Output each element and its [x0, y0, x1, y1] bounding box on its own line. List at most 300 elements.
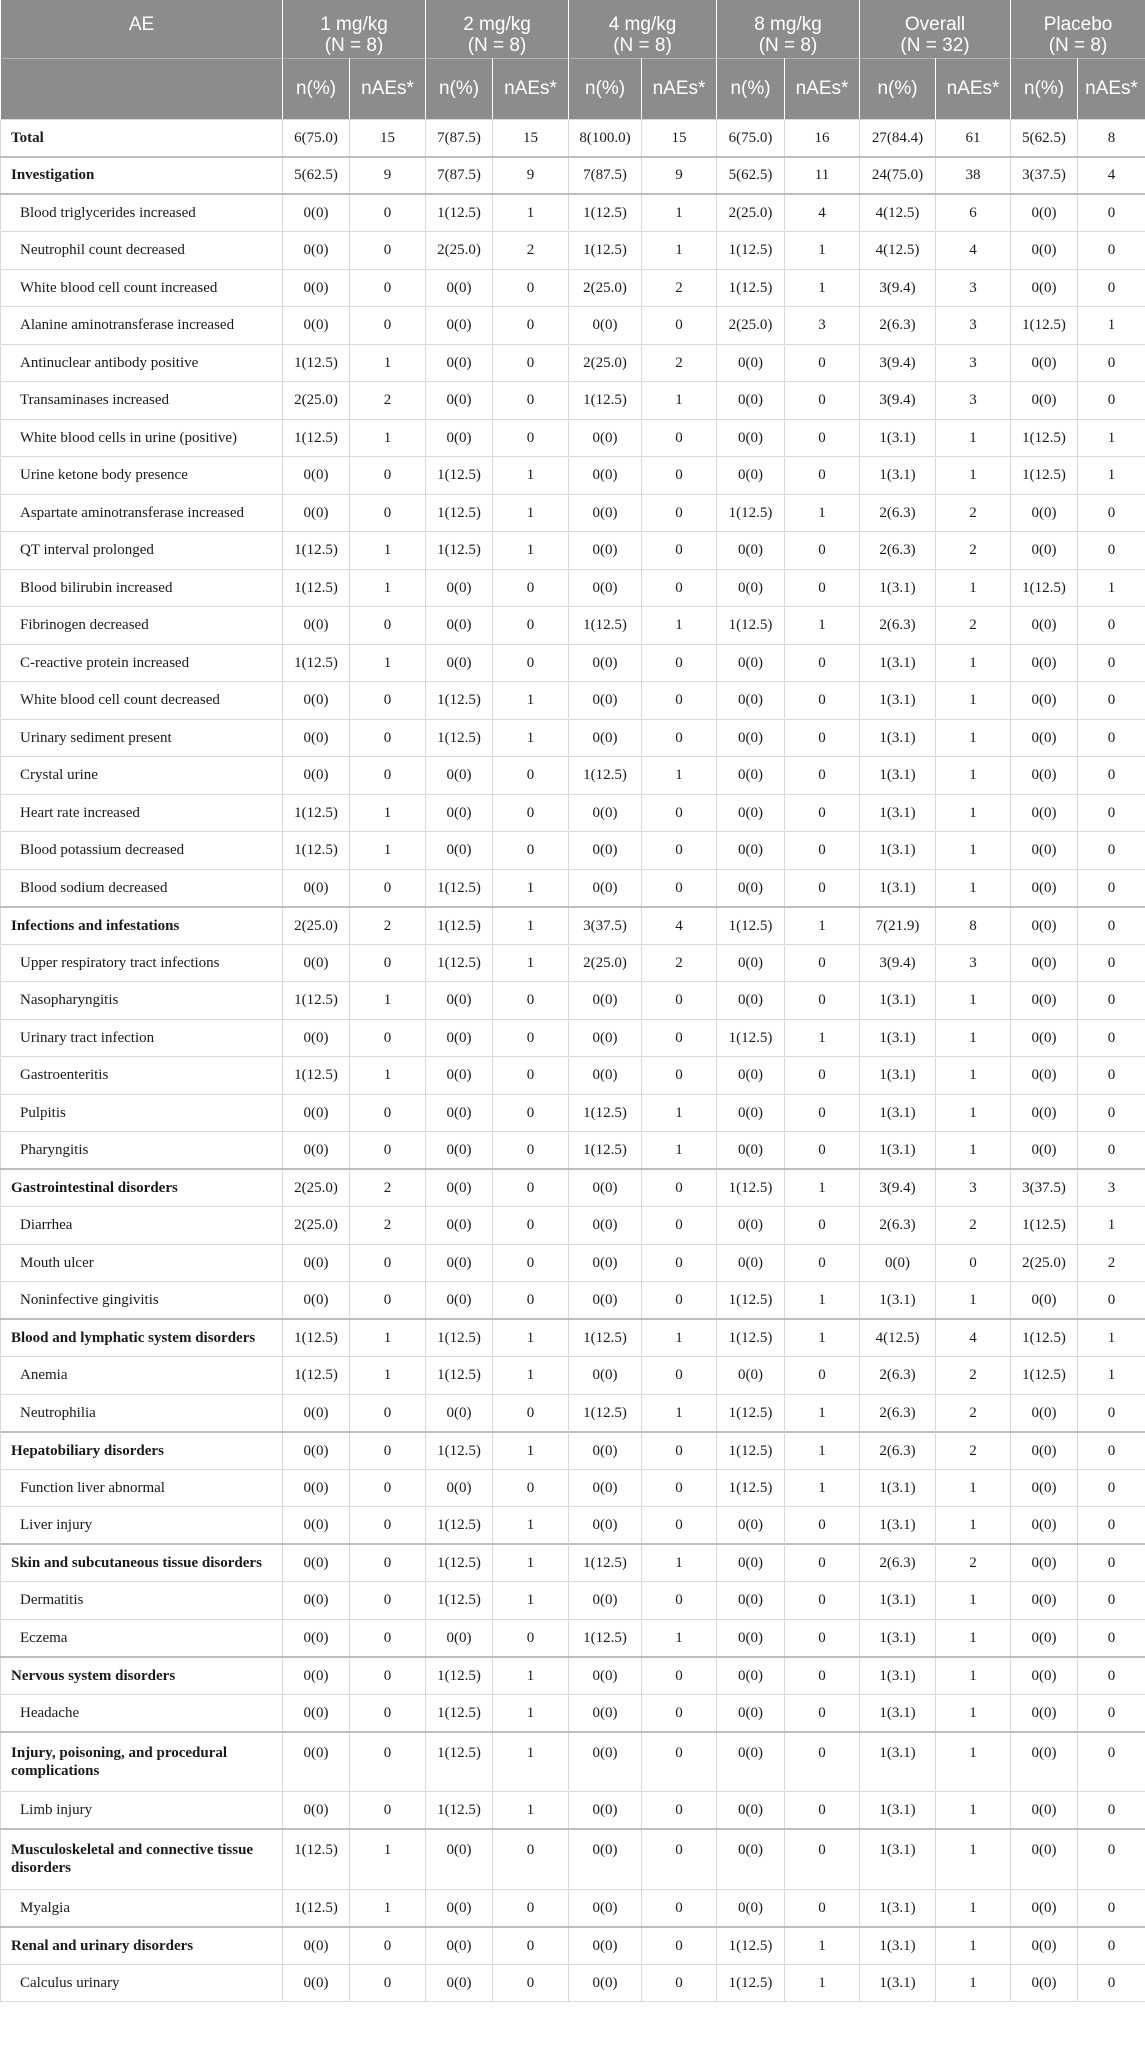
n-percent-cell: 0(0) — [1011, 1732, 1078, 1792]
ae-term: Gastrointestinal disorders — [1, 1169, 283, 1207]
naes-cell: 0 — [642, 682, 717, 720]
n-percent-cell: 0(0) — [1011, 1582, 1078, 1620]
table-row — [1, 1507, 1145, 1545]
naes-cell: 0 — [1078, 794, 1145, 832]
ae-term: Skin and subcutaneous tissue disorders — [1, 1544, 283, 1582]
n-percent-cell: 1(12.5) — [426, 1507, 493, 1545]
naes-cell: 0 — [493, 644, 569, 682]
naes-cell: 4 — [642, 907, 717, 945]
subheader-pct: n(%) — [1011, 58, 1078, 119]
n-percent-cell: 1(12.5) — [426, 1582, 493, 1620]
naes-cell: 0 — [785, 1207, 860, 1245]
naes-cell: 1 — [493, 1792, 569, 1830]
n-percent-cell: 2(25.0) — [283, 382, 350, 420]
naes-cell: 4 — [1078, 157, 1145, 195]
n-percent-cell: 2(6.3) — [860, 1432, 936, 1470]
naes-cell: 1 — [1078, 1207, 1145, 1245]
n-percent-cell: 0(0) — [569, 457, 642, 495]
naes-cell: 0 — [785, 1057, 860, 1095]
naes-cell: 1 — [936, 1964, 1011, 2002]
naes-cell: 0 — [785, 644, 860, 682]
naes-cell: 9 — [350, 157, 426, 195]
naes-cell: 0 — [493, 1469, 569, 1507]
group-header-2mg — [426, 0, 569, 58]
group-n: (N = 8) — [758, 35, 818, 56]
naes-cell: 0 — [493, 832, 569, 870]
table-row — [1, 1057, 1145, 1095]
n-percent-cell: 0(0) — [1011, 494, 1078, 532]
naes-cell: 2 — [936, 1357, 1011, 1395]
naes-cell: 0 — [1078, 1657, 1145, 1695]
naes-cell: 1 — [936, 982, 1011, 1020]
naes-cell: 0 — [350, 869, 426, 907]
naes-cell: 1 — [1078, 419, 1145, 457]
naes-cell: 0 — [642, 832, 717, 870]
n-percent-cell: 0(0) — [1011, 1619, 1078, 1657]
n-percent-cell: 1(3.1) — [860, 1964, 936, 2002]
n-percent-cell: 1(12.5) — [717, 232, 785, 270]
naes-cell: 2 — [642, 269, 717, 307]
n-percent-cell: 1(12.5) — [569, 1619, 642, 1657]
naes-cell: 0 — [785, 1357, 860, 1395]
naes-cell: 0 — [350, 1582, 426, 1620]
n-percent-cell: 0(0) — [717, 1057, 785, 1095]
n-percent-cell: 0(0) — [426, 269, 493, 307]
n-percent-cell: 0(0) — [569, 1357, 642, 1395]
category-row — [1, 1432, 1145, 1470]
naes-cell: 61 — [936, 119, 1011, 157]
table-row — [1, 1094, 1145, 1132]
naes-cell: 0 — [493, 269, 569, 307]
n-percent-cell: 0(0) — [283, 457, 350, 495]
n-percent-cell: 0(0) — [569, 682, 642, 720]
n-percent-cell: 1(12.5) — [426, 1432, 493, 1470]
n-percent-cell: 0(0) — [426, 982, 493, 1020]
naes-cell: 0 — [785, 1889, 860, 1927]
naes-cell: 1 — [785, 1169, 860, 1207]
n-percent-cell: 1(12.5) — [569, 1319, 642, 1357]
n-percent-cell: 0(0) — [283, 869, 350, 907]
naes-cell: 0 — [350, 1282, 426, 1320]
n-percent-cell: 1(12.5) — [569, 382, 642, 420]
naes-cell: 4 — [936, 1319, 1011, 1357]
naes-cell: 0 — [493, 1282, 569, 1320]
n-percent-cell: 0(0) — [569, 1207, 642, 1245]
n-percent-cell: 0(0) — [569, 1829, 642, 1889]
n-percent-cell: 0(0) — [569, 494, 642, 532]
n-percent-cell: 0(0) — [1011, 682, 1078, 720]
naes-cell: 0 — [493, 1889, 569, 1927]
naes-cell: 1 — [642, 1319, 717, 1357]
naes-cell: 4 — [936, 232, 1011, 270]
naes-cell: 1 — [785, 1964, 860, 2002]
ae-term: C-reactive protein increased — [1, 644, 283, 682]
naes-cell: 1 — [1078, 307, 1145, 345]
n-percent-cell: 0(0) — [283, 269, 350, 307]
ae-term: Urinary tract infection — [1, 1019, 283, 1057]
n-percent-cell: 0(0) — [1011, 794, 1078, 832]
n-percent-cell: 7(87.5) — [569, 157, 642, 195]
naes-cell: 15 — [642, 119, 717, 157]
naes-cell: 0 — [493, 1927, 569, 1965]
n-percent-cell: 0(0) — [717, 719, 785, 757]
n-percent-cell: 2(6.3) — [860, 1357, 936, 1395]
naes-cell: 0 — [642, 1694, 717, 1732]
naes-cell: 1 — [936, 419, 1011, 457]
naes-cell: 0 — [350, 607, 426, 645]
n-percent-cell: 0(0) — [569, 419, 642, 457]
naes-cell: 0 — [350, 307, 426, 345]
n-percent-cell: 0(0) — [1011, 1394, 1078, 1432]
table-row — [1, 569, 1145, 607]
naes-cell: 1 — [1078, 457, 1145, 495]
naes-cell: 0 — [642, 457, 717, 495]
naes-cell: 15 — [493, 119, 569, 157]
header-group-row — [1, 0, 1145, 58]
n-percent-cell: 0(0) — [1011, 1927, 1078, 1965]
naes-cell: 1 — [350, 794, 426, 832]
n-percent-cell: 1(12.5) — [283, 532, 350, 570]
n-percent-cell: 2(25.0) — [426, 232, 493, 270]
naes-cell: 0 — [350, 494, 426, 532]
naes-cell: 0 — [1078, 1507, 1145, 1545]
naes-cell: 0 — [642, 1432, 717, 1470]
naes-cell: 2 — [642, 344, 717, 382]
n-percent-cell: 4(12.5) — [860, 232, 936, 270]
n-percent-cell: 1(12.5) — [426, 907, 493, 945]
naes-cell: 0 — [493, 794, 569, 832]
n-percent-cell: 3(9.4) — [860, 269, 936, 307]
ae-term: Neutrophil count decreased — [1, 232, 283, 270]
group-header-4mg — [569, 0, 717, 58]
category-row — [1, 1927, 1145, 1965]
table-row — [1, 1282, 1145, 1320]
table-row — [1, 944, 1145, 982]
naes-cell: 0 — [785, 1094, 860, 1132]
n-percent-cell: 1(12.5) — [717, 1469, 785, 1507]
naes-cell: 1 — [936, 1094, 1011, 1132]
naes-cell: 0 — [1078, 982, 1145, 1020]
naes-cell: 1 — [642, 232, 717, 270]
n-percent-cell: 1(12.5) — [426, 1357, 493, 1395]
n-percent-cell: 0(0) — [283, 1094, 350, 1132]
naes-cell: 1 — [642, 1544, 717, 1582]
table-row — [1, 1964, 1145, 2002]
n-percent-cell: 0(0) — [717, 1792, 785, 1830]
n-percent-cell: 0(0) — [283, 944, 350, 982]
group-dose: Placebo — [1043, 14, 1113, 35]
naes-cell: 1 — [493, 494, 569, 532]
naes-cell: 0 — [785, 344, 860, 382]
n-percent-cell: 0(0) — [1011, 1132, 1078, 1170]
naes-cell: 0 — [1078, 1282, 1145, 1320]
n-percent-cell: 5(62.5) — [717, 157, 785, 195]
ae-term: Pulpitis — [1, 1094, 283, 1132]
n-percent-cell: 0(0) — [283, 194, 350, 232]
naes-cell: 0 — [1078, 1469, 1145, 1507]
n-percent-cell: 3(9.4) — [860, 1169, 936, 1207]
n-percent-cell: 4(12.5) — [860, 1319, 936, 1357]
naes-cell: 0 — [1078, 644, 1145, 682]
n-percent-cell: 2(25.0) — [283, 907, 350, 945]
group-n: (N = 8) — [324, 35, 384, 56]
n-percent-cell: 2(25.0) — [717, 194, 785, 232]
n-percent-cell: 0(0) — [1011, 907, 1078, 945]
naes-cell: 1 — [642, 194, 717, 232]
n-percent-cell: 0(0) — [569, 832, 642, 870]
n-percent-cell: 1(12.5) — [283, 419, 350, 457]
n-percent-cell: 0(0) — [717, 1889, 785, 1927]
n-percent-cell: 1(12.5) — [283, 1057, 350, 1095]
naes-cell: 0 — [350, 682, 426, 720]
n-percent-cell: 1(12.5) — [426, 1694, 493, 1732]
n-percent-cell: 27(84.4) — [860, 119, 936, 157]
ae-term: Anemia — [1, 1357, 283, 1395]
naes-cell: 1 — [493, 907, 569, 945]
naes-cell: 0 — [785, 1792, 860, 1830]
n-percent-cell: 1(3.1) — [860, 719, 936, 757]
n-percent-cell: 1(12.5) — [283, 1319, 350, 1357]
ae-term: Noninfective gingivitis — [1, 1282, 283, 1320]
naes-cell: 0 — [642, 1169, 717, 1207]
n-percent-cell: 0(0) — [717, 1829, 785, 1889]
group-header-8mg — [717, 0, 860, 58]
n-percent-cell: 0(0) — [426, 1889, 493, 1927]
ae-term: Urinary sediment present — [1, 719, 283, 757]
naes-cell: 0 — [1078, 907, 1145, 945]
naes-cell: 0 — [1078, 944, 1145, 982]
group-header-overall — [860, 0, 1011, 58]
category-row — [1, 1829, 1145, 1889]
table-row — [1, 344, 1145, 382]
n-percent-cell: 3(9.4) — [860, 382, 936, 420]
n-percent-cell: 0(0) — [717, 644, 785, 682]
table-row — [1, 869, 1145, 907]
n-percent-cell: 0(0) — [426, 832, 493, 870]
subheader-naes: nAEs* — [642, 58, 717, 119]
group-n: (N = 8) — [613, 35, 672, 56]
naes-cell: 0 — [350, 944, 426, 982]
group-n: (N = 32) — [900, 35, 970, 56]
n-percent-cell: 1(3.1) — [860, 794, 936, 832]
n-percent-cell: 1(12.5) — [717, 1964, 785, 2002]
n-percent-cell: 1(3.1) — [860, 1282, 936, 1320]
ae-term: White blood cell count decreased — [1, 682, 283, 720]
naes-cell: 1 — [785, 607, 860, 645]
n-percent-cell: 1(12.5) — [1011, 1207, 1078, 1245]
n-percent-cell: 1(12.5) — [569, 194, 642, 232]
n-percent-cell: 0(0) — [283, 494, 350, 532]
n-percent-cell: 2(25.0) — [717, 307, 785, 345]
n-percent-cell: 1(12.5) — [1011, 1357, 1078, 1395]
group-dose: 8 mg/kg — [754, 14, 822, 35]
naes-cell: 1 — [785, 494, 860, 532]
naes-cell: 0 — [642, 1282, 717, 1320]
n-percent-cell: 0(0) — [569, 644, 642, 682]
naes-cell: 0 — [1078, 382, 1145, 420]
naes-cell: 0 — [493, 1169, 569, 1207]
naes-cell: 0 — [642, 1732, 717, 1792]
subheader-naes: nAEs* — [785, 58, 860, 119]
n-percent-cell: 0(0) — [1011, 757, 1078, 795]
n-percent-cell: 0(0) — [1011, 1964, 1078, 2002]
category-row — [1, 1169, 1145, 1207]
n-percent-cell: 0(0) — [283, 1507, 350, 1545]
ae-term: Blood triglycerides increased — [1, 194, 283, 232]
ae-term: Crystal urine — [1, 757, 283, 795]
n-percent-cell: 0(0) — [569, 1792, 642, 1830]
naes-cell: 2 — [642, 944, 717, 982]
naes-cell: 0 — [1078, 607, 1145, 645]
naes-cell: 0 — [350, 1544, 426, 1582]
n-percent-cell: 1(12.5) — [283, 1357, 350, 1395]
n-percent-cell: 0(0) — [1011, 532, 1078, 570]
naes-cell: 1 — [493, 1657, 569, 1695]
subheader-naes: nAEs* — [350, 58, 426, 119]
n-percent-cell: 0(0) — [426, 1057, 493, 1095]
n-percent-cell: 0(0) — [569, 869, 642, 907]
naes-cell: 2 — [936, 607, 1011, 645]
category-row — [1, 907, 1145, 945]
n-percent-cell: 2(6.3) — [860, 532, 936, 570]
naes-cell: 1 — [493, 1582, 569, 1620]
n-percent-cell: 1(3.1) — [860, 1507, 936, 1545]
n-percent-cell: 2(6.3) — [860, 1207, 936, 1245]
naes-cell: 0 — [1078, 1132, 1145, 1170]
n-percent-cell: 1(12.5) — [569, 1094, 642, 1132]
ae-term: Infections and infestations — [1, 907, 283, 945]
n-percent-cell: 0(0) — [569, 1507, 642, 1545]
naes-cell: 0 — [1078, 494, 1145, 532]
n-percent-cell: 1(12.5) — [569, 757, 642, 795]
naes-cell: 0 — [493, 1829, 569, 1889]
n-percent-cell: 0(0) — [426, 419, 493, 457]
naes-cell: 0 — [1078, 269, 1145, 307]
n-percent-cell: 0(0) — [717, 1657, 785, 1695]
naes-cell: 0 — [493, 982, 569, 1020]
naes-cell: 0 — [493, 1619, 569, 1657]
n-percent-cell: 1(12.5) — [426, 1319, 493, 1357]
naes-cell: 0 — [350, 1507, 426, 1545]
table-row — [1, 1469, 1145, 1507]
ae-term: Liver injury — [1, 1507, 283, 1545]
naes-cell: 1 — [936, 1829, 1011, 1889]
naes-cell: 1 — [493, 1507, 569, 1545]
n-percent-cell: 6(75.0) — [717, 119, 785, 157]
n-percent-cell: 0(0) — [426, 1132, 493, 1170]
n-percent-cell: 0(0) — [717, 344, 785, 382]
n-percent-cell: 1(3.1) — [860, 1619, 936, 1657]
naes-cell: 1 — [936, 1889, 1011, 1927]
table-row — [1, 232, 1145, 270]
naes-cell: 0 — [642, 644, 717, 682]
table-row — [1, 1394, 1145, 1432]
naes-cell: 0 — [493, 1394, 569, 1432]
table-row — [1, 1582, 1145, 1620]
n-percent-cell: 3(37.5) — [1011, 1169, 1078, 1207]
n-percent-cell: 0(0) — [569, 1469, 642, 1507]
ae-subheader-blank — [1, 58, 283, 119]
naes-cell: 0 — [493, 569, 569, 607]
n-percent-cell: 1(3.1) — [860, 457, 936, 495]
table-row — [1, 644, 1145, 682]
naes-cell: 0 — [350, 1432, 426, 1470]
n-percent-cell: 1(12.5) — [717, 1927, 785, 1965]
n-percent-cell: 0(0) — [426, 1207, 493, 1245]
n-percent-cell: 2(25.0) — [569, 269, 642, 307]
n-percent-cell: 1(3.1) — [860, 682, 936, 720]
naes-cell: 0 — [1078, 1544, 1145, 1582]
n-percent-cell: 1(3.1) — [860, 569, 936, 607]
ae-term: Mouth ulcer — [1, 1244, 283, 1282]
naes-cell: 0 — [1078, 1094, 1145, 1132]
subheader-pct: n(%) — [426, 58, 493, 119]
n-percent-cell: 1(12.5) — [283, 832, 350, 870]
naes-cell: 8 — [1078, 119, 1145, 157]
naes-cell: 0 — [1078, 1889, 1145, 1927]
naes-cell: 0 — [493, 1019, 569, 1057]
naes-cell: 0 — [350, 1394, 426, 1432]
naes-cell: 1 — [1078, 1357, 1145, 1395]
n-percent-cell: 0(0) — [717, 1207, 785, 1245]
naes-cell: 0 — [785, 569, 860, 607]
naes-cell: 0 — [785, 1507, 860, 1545]
ae-term: Limb injury — [1, 1792, 283, 1830]
ae-term: Aspartate aminotransferase increased — [1, 494, 283, 532]
ae-term: Nasopharyngitis — [1, 982, 283, 1020]
header-sub-row — [1, 58, 1145, 119]
naes-cell: 0 — [642, 1357, 717, 1395]
naes-cell: 1 — [785, 1282, 860, 1320]
n-percent-cell: 0(0) — [717, 1694, 785, 1732]
ae-term: Antinuclear antibody positive — [1, 344, 283, 382]
n-percent-cell: 2(6.3) — [860, 1544, 936, 1582]
naes-cell: 0 — [642, 532, 717, 570]
naes-cell: 1 — [936, 794, 1011, 832]
naes-cell: 1 — [936, 1927, 1011, 1965]
table-row — [1, 757, 1145, 795]
naes-cell: 0 — [642, 1057, 717, 1095]
n-percent-cell: 7(87.5) — [426, 119, 493, 157]
naes-cell: 0 — [493, 1244, 569, 1282]
naes-cell: 0 — [493, 419, 569, 457]
n-percent-cell: 7(21.9) — [860, 907, 936, 945]
naes-cell: 0 — [936, 1244, 1011, 1282]
naes-cell: 2 — [936, 1544, 1011, 1582]
n-percent-cell: 0(0) — [283, 1732, 350, 1792]
naes-cell: 1 — [350, 644, 426, 682]
n-percent-cell: 1(3.1) — [860, 982, 936, 1020]
category-row — [1, 157, 1145, 195]
ae-term: QT interval prolonged — [1, 532, 283, 570]
n-percent-cell: 1(12.5) — [1011, 419, 1078, 457]
n-percent-cell: 1(12.5) — [426, 1657, 493, 1695]
n-percent-cell: 0(0) — [569, 1169, 642, 1207]
n-percent-cell: 0(0) — [283, 1432, 350, 1470]
naes-cell: 1 — [936, 1732, 1011, 1792]
n-percent-cell: 0(0) — [717, 869, 785, 907]
naes-cell: 0 — [350, 1094, 426, 1132]
naes-cell: 1 — [785, 1432, 860, 1470]
n-percent-cell: 0(0) — [860, 1244, 936, 1282]
n-percent-cell: 1(3.1) — [860, 1094, 936, 1132]
n-percent-cell: 0(0) — [717, 457, 785, 495]
naes-cell: 1 — [350, 1357, 426, 1395]
naes-cell: 2 — [936, 532, 1011, 570]
n-percent-cell: 1(12.5) — [426, 494, 493, 532]
naes-cell: 2 — [350, 907, 426, 945]
n-percent-cell: 1(12.5) — [283, 1889, 350, 1927]
